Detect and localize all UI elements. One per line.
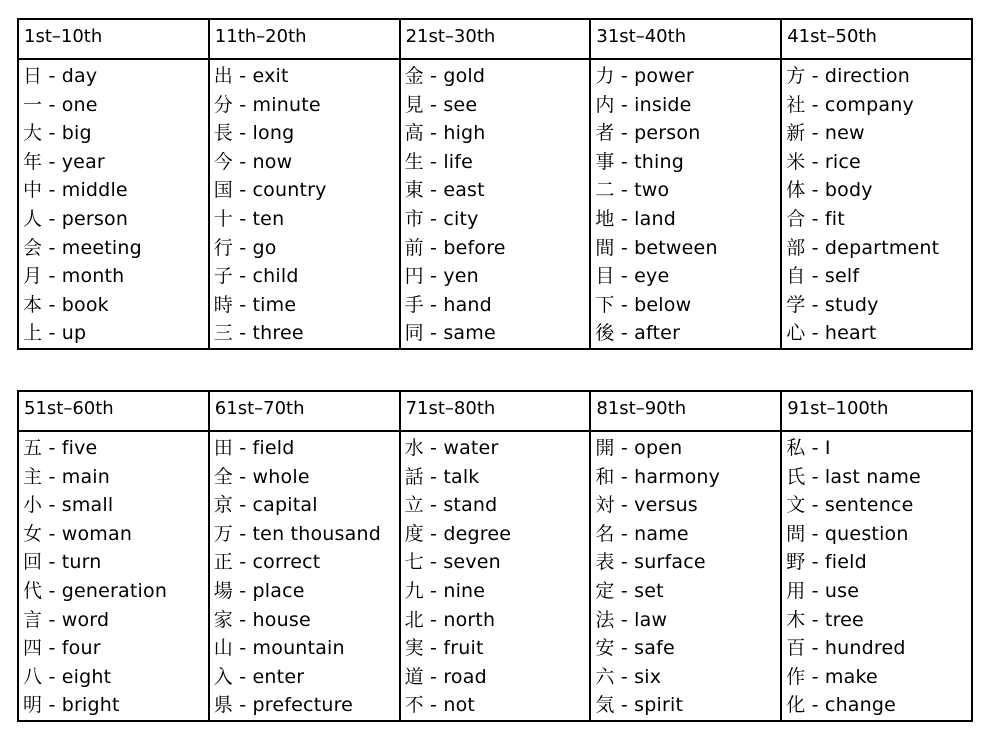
kanji-entry: 和 - harmony bbox=[595, 465, 721, 488]
kanji-entry: 問 - question bbox=[786, 522, 909, 545]
kanji-entry: 子 - child bbox=[213, 265, 299, 288]
kanji-entry: 上 - up bbox=[23, 322, 87, 345]
kanji-entry: 定 - set bbox=[595, 579, 664, 602]
kanji-entry: 事 - thing bbox=[595, 150, 684, 173]
kanji-entry: 長 - long bbox=[213, 122, 295, 145]
kanji-entry: 米 - rice bbox=[786, 150, 861, 173]
kanji-entry: 中 - middle bbox=[23, 179, 128, 202]
kanji-entry: 新 - new bbox=[786, 122, 865, 145]
kanji-entry: 本 - book bbox=[23, 293, 109, 316]
kanji-entry: 金 - gold bbox=[404, 65, 486, 87]
kanji-entry: 木 - tree bbox=[786, 608, 864, 631]
kanji-entry: 安 - safe bbox=[595, 637, 675, 660]
kanji-entry: 月 - month bbox=[23, 265, 125, 288]
kanji-entry: 四 - four bbox=[23, 637, 101, 660]
kanji-entry: 六 - six bbox=[595, 665, 662, 688]
kanji-entry: 代 - generation bbox=[23, 579, 168, 602]
kanji-entry: 人 - person bbox=[23, 207, 129, 230]
kanji-entry: 日 - day bbox=[23, 65, 98, 87]
kanji-entry: 名 - name bbox=[595, 522, 689, 545]
kanji-entry: 県 - prefecture bbox=[213, 694, 354, 717]
kanji-entry: 間 - between bbox=[595, 236, 718, 259]
kanji-entry: 年 - year bbox=[23, 150, 105, 173]
kanji-entry: 高 - high bbox=[404, 122, 486, 145]
kanji-entry: 市 - city bbox=[404, 207, 479, 230]
kanji-entry: 円 - yen bbox=[404, 265, 479, 288]
kanji-entry: 会 - meeting bbox=[23, 236, 142, 259]
kanji-entry: 百 - hundred bbox=[786, 637, 906, 660]
column-header: 21st–30th bbox=[400, 19, 591, 59]
kanji-entry: 時 - time bbox=[213, 293, 297, 316]
kanji-entry: 二 - two bbox=[595, 179, 670, 202]
kanji-entry: 化 - change bbox=[786, 694, 897, 717]
header-row bbox=[18, 19, 972, 59]
kanji-entry: 主 - main bbox=[23, 465, 111, 488]
kanji-entry: 内 - inside bbox=[595, 93, 692, 116]
kanji-entry: 下 - below bbox=[595, 293, 692, 316]
kanji-entry: 開 - open bbox=[595, 437, 683, 459]
kanji-entry: 全 - whole bbox=[213, 465, 310, 488]
kanji-entry: 家 - house bbox=[213, 608, 311, 631]
column-cell bbox=[209, 59, 400, 349]
kanji-entry: 場 - place bbox=[213, 579, 305, 602]
kanji-entry: 地 - land bbox=[595, 207, 676, 230]
kanji-entry: 回 - turn bbox=[23, 551, 102, 574]
column-header: 91st–100th bbox=[781, 391, 972, 431]
column-cell bbox=[400, 59, 591, 349]
kanji-entry: 立 - stand bbox=[404, 494, 498, 517]
kanji-entry: 気 - spirit bbox=[595, 694, 684, 717]
column-header: 41st–50th bbox=[781, 19, 972, 59]
column-cell bbox=[590, 59, 781, 349]
kanji-entry: 入 - enter bbox=[213, 665, 305, 688]
kanji-entry: 水 - water bbox=[404, 437, 499, 459]
kanji-entry: 分 - minute bbox=[213, 93, 321, 116]
column-cell bbox=[400, 431, 591, 721]
column-header: 11th–20th bbox=[209, 19, 400, 59]
kanji-entry: 小 - small bbox=[23, 494, 114, 517]
column-header: 71st–80th bbox=[400, 391, 591, 431]
kanji-entry: 九 - nine bbox=[404, 579, 486, 602]
kanji-entry: 不 - not bbox=[404, 694, 476, 717]
kanji-entry: 万 - ten thousand bbox=[213, 522, 381, 545]
kanji-entry: 体 - body bbox=[786, 179, 873, 202]
column-cell bbox=[18, 59, 209, 349]
kanji-entry: 行 - go bbox=[213, 236, 277, 259]
kanji-entry: 野 - field bbox=[786, 551, 867, 574]
kanji-entry: 話 - talk bbox=[404, 465, 480, 488]
kanji-entry: 力 - power bbox=[595, 65, 694, 87]
kanji-entry: 今 - now bbox=[213, 150, 293, 173]
kanji-entry: 作 - make bbox=[786, 665, 878, 688]
kanji-entry: 一 - one bbox=[23, 93, 98, 116]
kanji-entry: 生 - life bbox=[404, 150, 474, 173]
kanji-entry: 心 - heart bbox=[786, 322, 877, 345]
kanji-entry: 合 - fit bbox=[786, 207, 845, 230]
column-cell bbox=[18, 431, 209, 721]
kanji-entry: 国 - country bbox=[213, 179, 327, 202]
kanji-entry: 道 - road bbox=[404, 665, 487, 688]
kanji-entry: 対 - versus bbox=[595, 494, 698, 517]
column-cell bbox=[781, 431, 972, 721]
column-cell bbox=[209, 431, 400, 721]
kanji-table-1-50 bbox=[17, 18, 973, 350]
kanji-entry: 言 - word bbox=[23, 608, 110, 631]
column-header: 61st–70th bbox=[209, 391, 400, 431]
kanji-entry: 表 - surface bbox=[595, 551, 706, 574]
kanji-entry: 東 - east bbox=[404, 179, 485, 202]
kanji-entry: 正 - correct bbox=[213, 551, 321, 574]
kanji-entry: 京 - capital bbox=[213, 494, 318, 517]
column-cell bbox=[590, 431, 781, 721]
column-header: 1st–10th bbox=[18, 19, 209, 59]
kanji-entry: 文 - sentence bbox=[786, 494, 914, 517]
kanji-entry: 同 - same bbox=[404, 322, 496, 345]
kanji-entry: 氏 - last name bbox=[786, 465, 921, 488]
kanji-entry: 後 - after bbox=[595, 322, 681, 345]
kanji-entry: 山 - mountain bbox=[213, 637, 345, 660]
kanji-entry: 八 - eight bbox=[23, 665, 112, 688]
kanji-entry: 実 - fruit bbox=[404, 637, 484, 660]
kanji-entry: 部 - department bbox=[786, 236, 940, 259]
kanji-entry: 前 - before bbox=[404, 236, 506, 259]
column-header: 81st–90th bbox=[590, 391, 781, 431]
kanji-entry: 見 - see bbox=[404, 93, 478, 116]
kanji-entry: 法 - law bbox=[595, 608, 668, 631]
kanji-entry: 女 - woman bbox=[23, 522, 133, 545]
kanji-entry: 北 - north bbox=[404, 608, 496, 631]
kanji-entry: 目 - eye bbox=[595, 265, 670, 288]
kanji-entry: 自 - self bbox=[786, 265, 860, 288]
kanji-table-51-100 bbox=[17, 390, 973, 722]
kanji-entry: 方 - direction bbox=[786, 65, 910, 87]
kanji-entry: 出 - exit bbox=[213, 65, 289, 87]
kanji-entry: 三 - three bbox=[213, 322, 304, 345]
header-row bbox=[18, 391, 972, 431]
kanji-entry: 用 - use bbox=[786, 579, 860, 602]
kanji-entry: 明 - bright bbox=[23, 694, 120, 717]
kanji-entry: 者 - person bbox=[595, 122, 701, 145]
column-cell bbox=[781, 59, 972, 349]
kanji-entry: 大 - big bbox=[23, 122, 92, 145]
body-row bbox=[18, 431, 972, 721]
kanji-entry: 七 - seven bbox=[404, 551, 501, 574]
kanji-entry: 五 - five bbox=[23, 437, 98, 459]
kanji-entry: 社 - company bbox=[786, 93, 914, 116]
kanji-entry: 度 - degree bbox=[404, 522, 512, 545]
kanji-entry: 学 - study bbox=[786, 293, 879, 316]
body-row bbox=[18, 59, 972, 349]
column-header: 31st–40th bbox=[590, 19, 781, 59]
kanji-entry: 私 - I bbox=[786, 437, 831, 459]
column-header: 51st–60th bbox=[18, 391, 209, 431]
kanji-entry: 田 - field bbox=[213, 437, 295, 459]
kanji-entry: 十 - ten bbox=[213, 207, 285, 230]
kanji-entry: 手 - hand bbox=[404, 293, 492, 316]
